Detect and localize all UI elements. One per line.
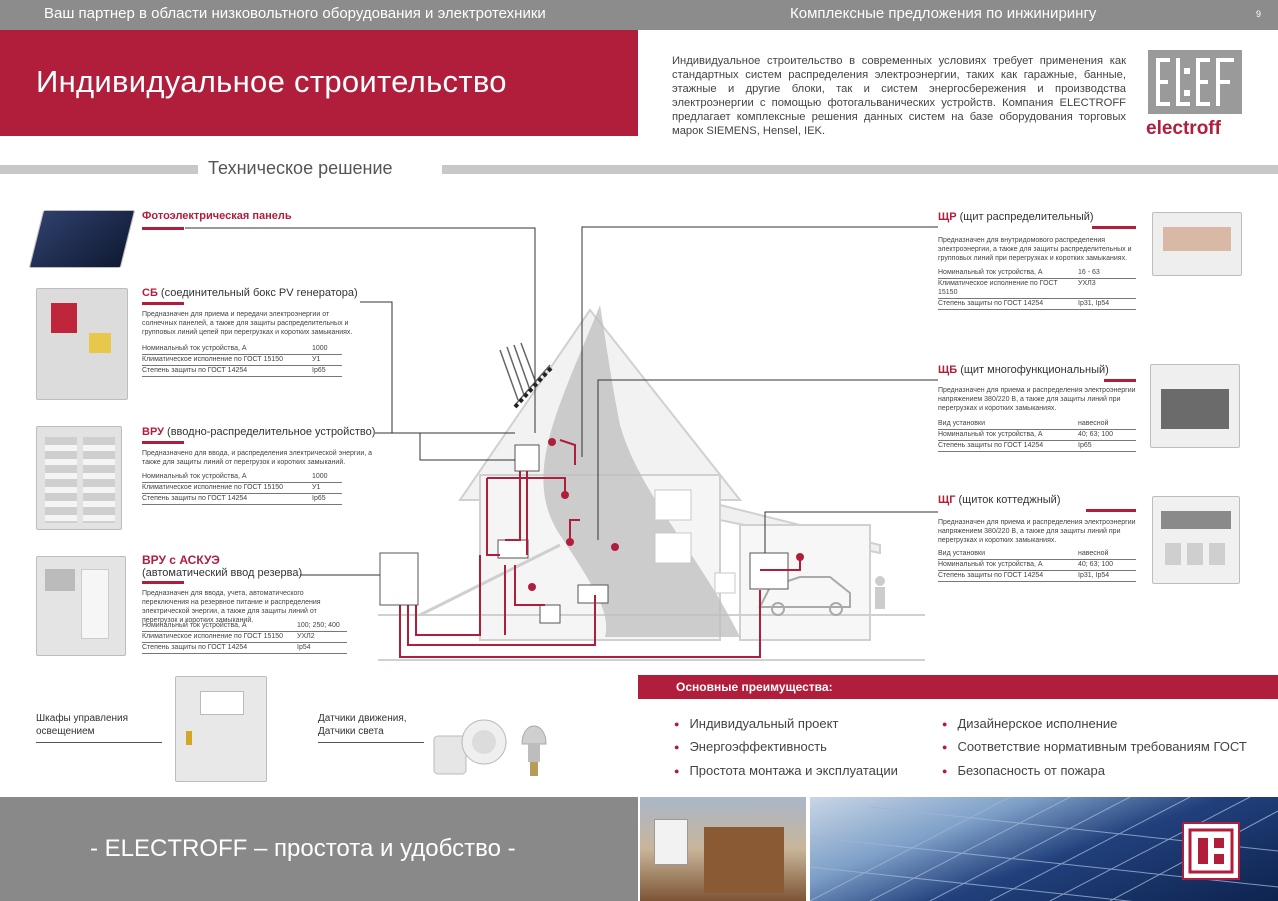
divider-line xyxy=(0,165,198,174)
advantages-bar xyxy=(638,675,1278,699)
title-underline xyxy=(142,441,184,444)
vru-askue-image xyxy=(36,556,126,656)
shb-spec-table xyxy=(938,419,1136,452)
vru-abbr: ВРУ xyxy=(142,426,164,438)
vru-subtitle: (вводно-распределительное устройство) xyxy=(167,426,376,438)
spec-row: Номинальный ток устройства, А 100; 250; 400 xyxy=(142,621,347,632)
title-underline xyxy=(142,302,184,305)
vru-title xyxy=(142,426,375,438)
title-underline xyxy=(1104,379,1136,382)
header-right-text: Комплексные предложения по инжинирингу xyxy=(790,5,1097,22)
advantage-item: ● Простота монтажа и эксплуатации xyxy=(674,763,898,778)
page-title: Индивидуальное строительство xyxy=(36,64,507,99)
spec-row: Номинальный ток устройства, А 1000 xyxy=(142,344,342,355)
advantage-item: ● Соответствие нормативным требованиям ГОСТ xyxy=(942,739,1247,754)
spec-row: Номинальный ток устройства, А 16 - 63 xyxy=(938,268,1136,279)
section-heading: Техническое решение xyxy=(208,158,393,178)
vru-description: Предназначено для ввода, и распределения электрической энергии, а также для защиты линий от перегрузок и коротких замыканий. xyxy=(142,450,373,466)
motion-sensor-image xyxy=(430,712,510,778)
slogan: - ELECTROFF – простота и удобство - xyxy=(90,835,516,862)
solar-panel-image xyxy=(29,210,135,268)
shg-spec-table xyxy=(938,549,1136,582)
lighting-cabinet-label: Шкафы управления освещением xyxy=(36,713,129,737)
advantages-heading: Основные преимущества: xyxy=(676,680,833,694)
shr-description: Предназначен для внутридомового распределения электроэнергии, а также для защиты распределительных и групповых линий при перегрузках и коротких замыканиях. xyxy=(938,237,1132,262)
label-underline xyxy=(318,742,424,743)
shr-title xyxy=(938,211,1094,223)
shr-panel-image xyxy=(1152,212,1242,276)
intro-text: Индивидуальное строительство в современных условиях требует применения как стандартных систем распределения электроэнергии, таких как гаражные, банные, этажные и другие блоки, так и систем энергосбережения и производства электроэнергии с помощью фотогальванических устройств. Компания ELECTROFF предлагает комплексные решения данных систем на базе оборудования торговых марок SIEMENS, Hensel, IEK. xyxy=(672,55,1126,137)
sb-box-image xyxy=(36,288,128,400)
advantage-item: ● Индивидуальный проект xyxy=(674,716,838,731)
sb-title xyxy=(142,287,358,299)
vru-askue-title xyxy=(142,553,220,567)
title-box xyxy=(0,30,638,136)
shb-title xyxy=(938,364,1109,376)
sb-description: Предназначен для приема и передачи электроэнергии от солнечных панелей, а также для защиты распределительных и групповых линий цепей при перегрузках и коротких замыканиях. xyxy=(142,311,353,336)
spec-row: Климатическое исполнение по ГОСТ 15150 У1 xyxy=(142,483,342,494)
spec-row: Климатическое исполнение по ГОСТ 15150 УХЛ3 xyxy=(938,279,1136,299)
electroff-badge-icon xyxy=(1182,822,1240,880)
lighting-cabinet-image xyxy=(175,676,267,782)
page-number: 9 xyxy=(1256,9,1262,19)
vru-askue-spec-table xyxy=(142,621,347,654)
pv-title: Фотоэлектрическая панель xyxy=(142,210,292,222)
advantage-item: ● Безопасность от пожара xyxy=(942,763,1105,778)
spec-row: Степень защиты по ГОСТ 14254 Ip65 xyxy=(938,441,1136,452)
shb-panel-image xyxy=(1150,364,1240,448)
advantage-item: ● Энергоэффективность xyxy=(674,739,827,754)
header-left-text: Ваш партнер в области низковольтного оборудования и электротехники xyxy=(44,5,546,22)
advantage-item: ● Дизайнерское исполнение xyxy=(942,716,1117,731)
title-underline xyxy=(142,581,184,584)
shg-abbr: ЩГ xyxy=(938,494,956,506)
shb-subtitle: (щит многофункциональный) xyxy=(960,364,1109,376)
divider-line xyxy=(442,165,1278,174)
title-underline xyxy=(1092,226,1136,229)
spec-row: Степень защиты по ГОСТ 14254 Ip65 xyxy=(142,366,342,377)
sb-abbr: СБ xyxy=(142,287,158,299)
spec-row: Номинальный ток устройства, А 40; 63; 100 xyxy=(938,560,1136,571)
shr-abbr: ЩР xyxy=(938,211,957,223)
house-photo xyxy=(640,797,806,901)
electroff-logo-icon xyxy=(1148,50,1242,114)
shg-panel-image xyxy=(1152,496,1240,584)
vru-askue-abbr: ВРУ с АСКУЭ xyxy=(142,553,220,567)
title-underline xyxy=(1086,509,1136,512)
top-bar xyxy=(0,0,1278,30)
sb-spec-table xyxy=(142,344,342,377)
spec-row: Климатическое исполнение по ГОСТ 15150 У1 xyxy=(142,355,342,366)
shg-description: Предназначен для приема и распределения электроэнергии напряжением 380/220 В, а также для защиты линий при перегрузках и коротких замыканиях. xyxy=(938,519,1136,544)
label-underline xyxy=(36,742,162,743)
vru-spec-table xyxy=(142,472,342,505)
vru-cabinet-image xyxy=(36,426,122,530)
title-underline xyxy=(142,227,184,230)
shg-title xyxy=(938,494,1060,506)
spec-row: Номинальный ток устройства, А 1000 xyxy=(142,472,342,483)
shr-spec-table xyxy=(938,268,1136,310)
light-sensor-image xyxy=(516,714,552,778)
spec-row: Номинальный ток устройства, А 40; 63; 100 xyxy=(938,430,1136,441)
spec-row: Климатическое исполнение по ГОСТ 15150 УХЛ2 xyxy=(142,632,347,643)
spec-row: Степень защиты по ГОСТ 14254 Ip65 xyxy=(142,494,342,505)
sb-subtitle: (соединительный бокс PV генератора) xyxy=(160,287,358,299)
shb-abbr: ЩБ xyxy=(938,364,958,376)
logo-text: electroff xyxy=(1146,118,1221,139)
spec-row: Степень защиты по ГОСТ 14254 Ip54 xyxy=(142,643,347,654)
spec-row: Вид установки навесной xyxy=(938,549,1136,560)
shb-description: Предназначен для приема и распределения электроэнергии напряжением 380/220 В, а также для защиты линий при перегрузках и коротких замыканиях. xyxy=(938,387,1136,412)
vru-askue-description: Предназначен для ввода, учета, автоматического переключения на резервное питание и распределения электрической энергии, а также для защиты линий от перегрузок и коротких замыканий. xyxy=(142,590,321,624)
spec-row: Степень защиты по ГОСТ 14254 Ip31, Ip54 xyxy=(938,571,1136,582)
spec-row: Вид установки навесной xyxy=(938,419,1136,430)
shg-subtitle: (щиток коттеджный) xyxy=(958,494,1061,506)
spec-row: Степень защиты по ГОСТ 14254 Ip31, Ip54 xyxy=(938,299,1136,310)
shr-subtitle: (щит распределительный) xyxy=(959,211,1094,223)
vru-askue-subtitle: (автоматический ввод резерва) xyxy=(142,567,303,579)
sensors-label: Датчики движения, Датчики света xyxy=(318,713,407,737)
